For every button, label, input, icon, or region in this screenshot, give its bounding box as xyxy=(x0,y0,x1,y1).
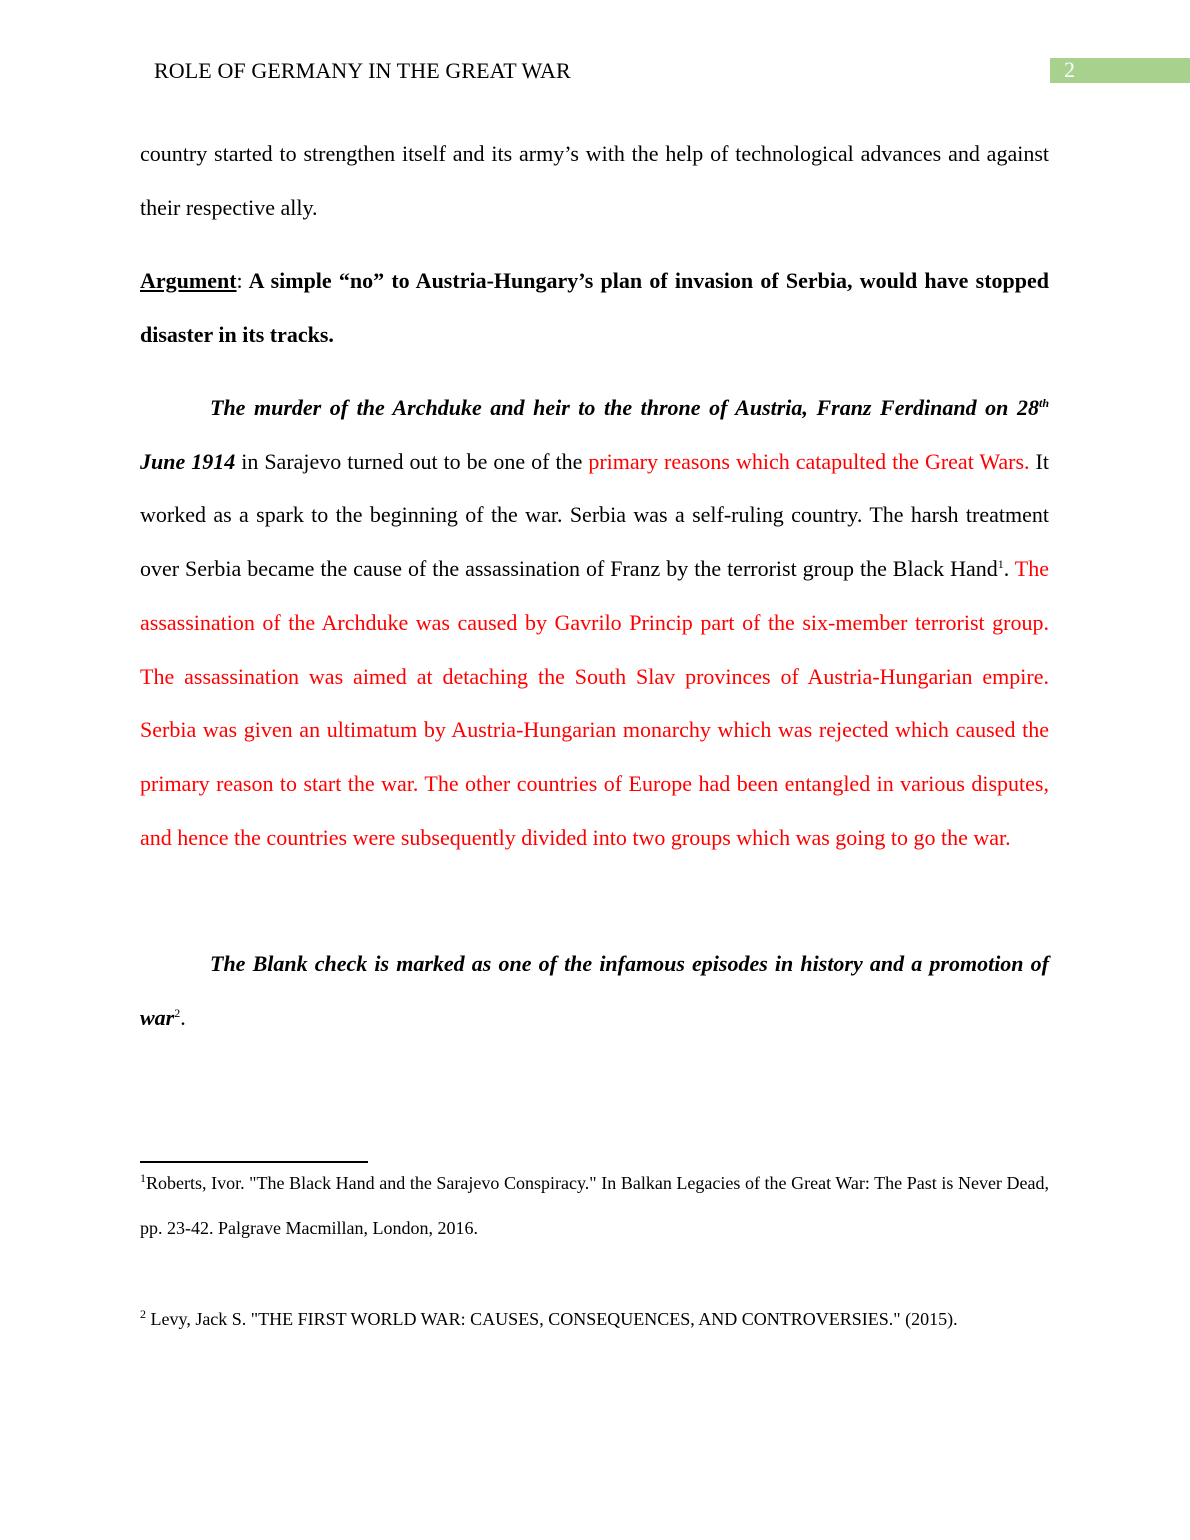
body-paragraph-4 xyxy=(140,937,1049,1044)
blank-check-heading: The Blank check is marked as one of the infamous episodes in history and a promotion of war xyxy=(140,951,1049,1030)
body-paragraph-1: country started to strengthen itself and its army’s with the help of technological advances and against their respective ally. xyxy=(140,141,1049,220)
p3-highlight-1: primary reasons which catapulted the Great Wars. xyxy=(588,448,1030,474)
footnote-2 xyxy=(140,1297,1049,1342)
footnote-1-text: Roberts, Ivor. "The Black Hand and the Sarajevo Conspiracy." In Balkan Legacies of the Great War: The Past is Never Dead, pp. 23-42. Palgrave Macmillan, London, 2016. xyxy=(140,1173,1049,1238)
p3-text-2: It worked as a spark to the beginning of the war. Serbia was a self-ruling country. The harsh treatment over Serbia became the cause of the assassination of Franz by the terrorist group the Black Hand xyxy=(140,448,1049,582)
p3-text-1: in Sarajevo turned out to be one of the xyxy=(235,448,589,474)
footnote-2-number: 2 xyxy=(140,1307,146,1321)
page-number-box xyxy=(1050,58,1190,83)
ordinal-suffix: th xyxy=(1038,396,1049,410)
murder-heading-b: June 1914 xyxy=(140,448,236,474)
footnote-ref-1[interactable]: 1 xyxy=(997,557,1004,572)
page-number: 2 xyxy=(1064,57,1075,82)
p3-highlight-2: The assassination of the Archduke was caused by Gavrilo Princip part of the six-member terrorist group. The assassination was aimed at detaching the South Slav provinces of Austria-Hungarian empire. Serbia was given an ultimatum by Austria-Hungarian monarchy which was rejected which caused the primary reason to start the war. The other countries of Europe had been entangled in various disputes, and hence the countries were subsequently divided into two groups which was going to go the war. xyxy=(140,556,1049,850)
footnote-2-text: Levy, Jack S. "THE FIRST WORLD WAR: CAUSES, CONSEQUENCES, AND CONTROVERSIES." (2015). xyxy=(146,1309,958,1329)
footnote-1-number: 1 xyxy=(140,1171,146,1185)
p4-period: . xyxy=(180,1004,186,1030)
murder-heading-a: The murder of the Archduke and heir to the throne of Austria, Franz Ferdinand on 28 xyxy=(210,395,1039,420)
argument-paragraph xyxy=(140,254,1049,361)
running-header-title: ROLE OF GERMANY IN THE GREAT WAR xyxy=(154,58,571,83)
argument-colon: : xyxy=(236,268,243,293)
footnote-ref-2[interactable]: 2 xyxy=(174,1005,181,1020)
footnote-1 xyxy=(140,1161,1049,1251)
argument-text: A simple “no” to Austria-Hungary’s plan of invasion of Serbia, would have stopped disaster in its tracks. xyxy=(140,268,1049,347)
body-paragraph-3 xyxy=(140,381,1049,864)
argument-label: Argument xyxy=(140,268,237,293)
p3-period: . xyxy=(1003,556,1010,582)
